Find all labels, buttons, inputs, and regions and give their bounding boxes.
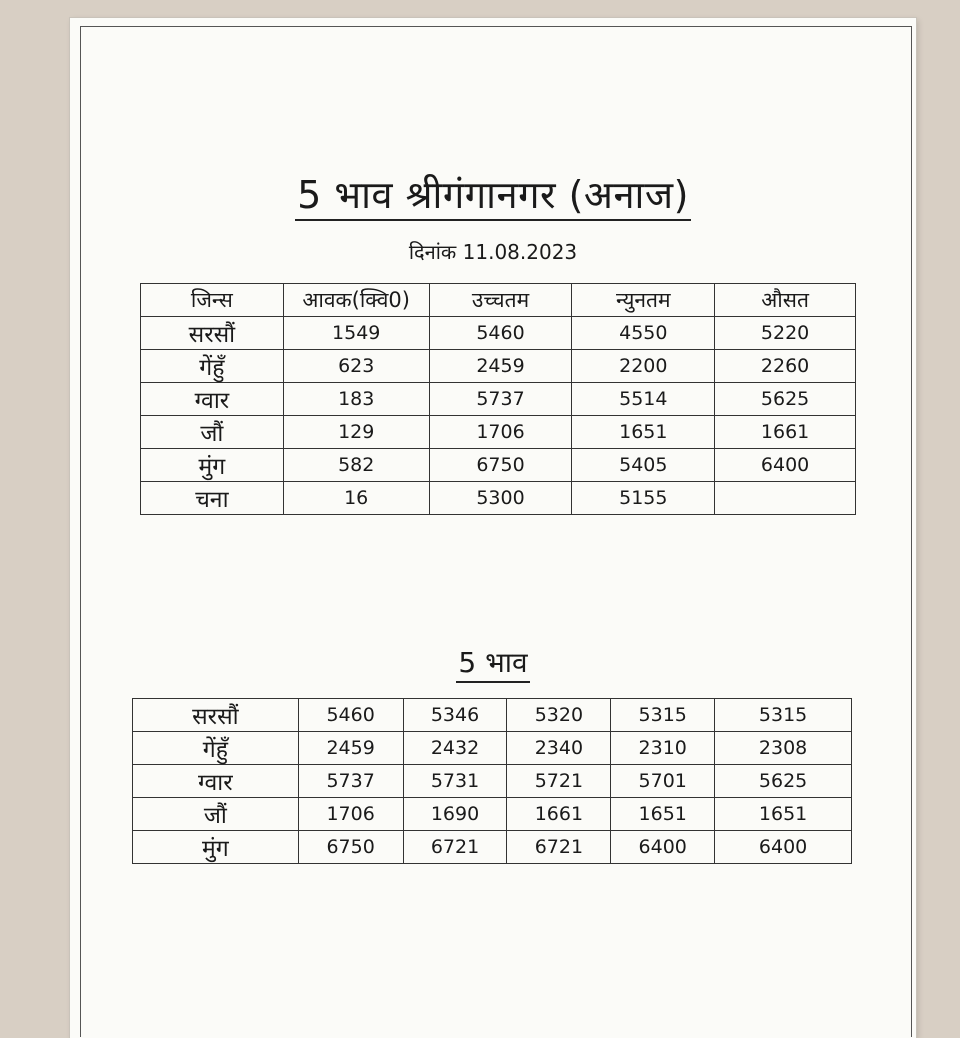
table-row [141, 350, 856, 383]
commodity-cell: मुंग [133, 831, 299, 864]
table-row [133, 699, 852, 732]
commodity-cell: गेंहुँ [141, 350, 284, 383]
header-commodity: जिन्स [141, 284, 284, 317]
table-cell: 6400 [611, 831, 715, 864]
table-cell: 5346 [403, 699, 507, 732]
table-cell: 5155 [572, 482, 715, 515]
commodity-cell: जौं [141, 416, 284, 449]
table-row [141, 383, 856, 416]
table-cell: 5737 [298, 765, 403, 798]
table-cell: 1651 [572, 416, 715, 449]
table-cell: 2459 [298, 732, 403, 765]
table-cell: 129 [283, 416, 429, 449]
table-cell: 5625 [715, 765, 852, 798]
table-cell: 4550 [572, 317, 715, 350]
table-row [133, 765, 852, 798]
table-cell: 5737 [429, 383, 572, 416]
section-title-text: 5 भाव [456, 646, 529, 683]
table-row [141, 482, 856, 515]
table-cell: 1651 [715, 798, 852, 831]
rates-table-header [141, 284, 856, 317]
table-cell: 623 [283, 350, 429, 383]
table-cell: 1651 [611, 798, 715, 831]
commodity-cell: चना [141, 482, 284, 515]
table-cell: 2200 [572, 350, 715, 383]
table-cell: 5405 [572, 449, 715, 482]
table-cell: 1661 [507, 798, 611, 831]
table-cell: 1706 [298, 798, 403, 831]
table-cell: 5320 [507, 699, 611, 732]
table-cell: 5731 [403, 765, 507, 798]
table-cell: 2340 [507, 732, 611, 765]
table-row [141, 416, 856, 449]
table-cell: 5300 [429, 482, 572, 515]
date-label: दिनांक [408, 240, 457, 264]
header-lowest: न्युनतम [572, 284, 715, 317]
table-cell: 1706 [429, 416, 572, 449]
table-cell: 5625 [715, 383, 856, 416]
commodity-cell: ग्वार [141, 383, 284, 416]
table-cell: 6750 [429, 449, 572, 482]
table-cell: 2432 [403, 732, 507, 765]
table-cell: 2310 [611, 732, 715, 765]
commodity-cell: जौं [133, 798, 299, 831]
table-row [133, 798, 852, 831]
section-title [70, 643, 916, 681]
table-row [133, 732, 852, 765]
commodity-cell: मुंग [141, 449, 284, 482]
header-arrival: आवक(क्वि0) [283, 284, 429, 317]
table-cell: 2308 [715, 732, 852, 765]
table-cell: 5514 [572, 383, 715, 416]
table-cell: 5460 [298, 699, 403, 732]
table-cell: 5315 [611, 699, 715, 732]
table-cell: 2260 [715, 350, 856, 383]
table-cell: 5220 [715, 317, 856, 350]
commodity-cell: सरसौं [141, 317, 284, 350]
document-page [70, 18, 916, 1038]
table-cell: 5315 [715, 699, 852, 732]
commodity-cell: गेंहुँ [133, 732, 299, 765]
page-title-text: 5 भाव श्रीगंगानगर (अनाज) [295, 173, 691, 221]
five-rates-table [132, 698, 852, 864]
header-highest: उच्चतम [429, 284, 572, 317]
table-cell: 16 [283, 482, 429, 515]
rates-table [140, 283, 856, 515]
table-cell [715, 482, 856, 515]
date-line [70, 238, 916, 265]
table-cell: 582 [283, 449, 429, 482]
date-value: 11.08.2023 [462, 240, 578, 264]
table-cell: 5721 [507, 765, 611, 798]
header-average: औसत [715, 284, 856, 317]
table-cell: 1661 [715, 416, 856, 449]
table-cell: 6721 [403, 831, 507, 864]
table-row [141, 449, 856, 482]
table-cell: 1549 [283, 317, 429, 350]
table-cell: 5701 [611, 765, 715, 798]
table-cell: 6721 [507, 831, 611, 864]
table-cell: 6400 [715, 449, 856, 482]
table-row [141, 317, 856, 350]
table-cell: 183 [283, 383, 429, 416]
commodity-cell: ग्वार [133, 765, 299, 798]
page-title [70, 168, 916, 220]
table-cell: 2459 [429, 350, 572, 383]
table-cell: 6750 [298, 831, 403, 864]
table-row [133, 831, 852, 864]
table-cell: 5460 [429, 317, 572, 350]
table-cell: 1690 [403, 798, 507, 831]
commodity-cell: सरसौं [133, 699, 299, 732]
table-cell: 6400 [715, 831, 852, 864]
